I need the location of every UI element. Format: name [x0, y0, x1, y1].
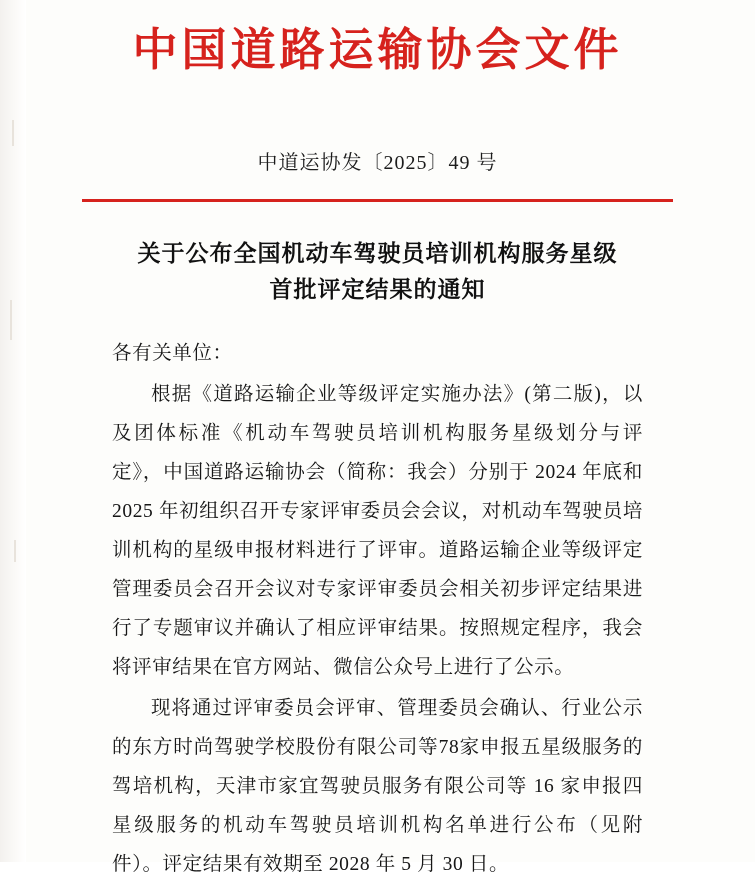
scan-speck	[12, 120, 14, 146]
salutation: 各有关单位：	[112, 342, 233, 364]
subject-line-2: 首批评定结果的通知	[269, 276, 486, 302]
document-number: 中道运协发〔2025〕49 号	[257, 152, 498, 175]
red-divider-rule	[82, 199, 673, 202]
body-paragraph-1: 根据《道路运输企业等级评定实施办法》(第二版)，以及团体标准《机动车驾驶员培训机构服务星级划分与评定》，中国道路运输协会（简称：我会）分别于 2024 年底和 2025 年初组织召开专家评审委员会会议，对机动车驾驶员培训机构的星级申报材料进行了评审。道路运输企业等级评定管理委员会召开会议对专家评审委员会相关初步评定结果进行了专题审议并确认了相应评审结果。按照规定程序，我会将评审结果在官方网站、微信公众号上进行了公示。	[112, 383, 643, 678]
organization-title: 中国道路运输协会文件	[132, 25, 623, 75]
subject-line-1: 关于公布全国机动车驾驶员培训机构服务星级	[137, 241, 618, 267]
scan-speck	[14, 540, 16, 562]
body-paragraph-2: 现将通过评审委员会评审、管理委员会确认、行业公示的东方时尚驾驶学校股份有限公司等78家申报五星级服务的驾培机构，天津市家宜驾驶员服务有限公司等 16 家申报四星级服务的机动车驾驶员培训机构名单进行公布（见附件）。评定结果有效期至 2028 年 5 月 30 日。	[112, 697, 643, 875]
document-body	[112, 334, 643, 884]
document-header	[0, 0, 755, 78]
scan-speck	[10, 300, 12, 340]
document-subject	[96, 236, 659, 307]
